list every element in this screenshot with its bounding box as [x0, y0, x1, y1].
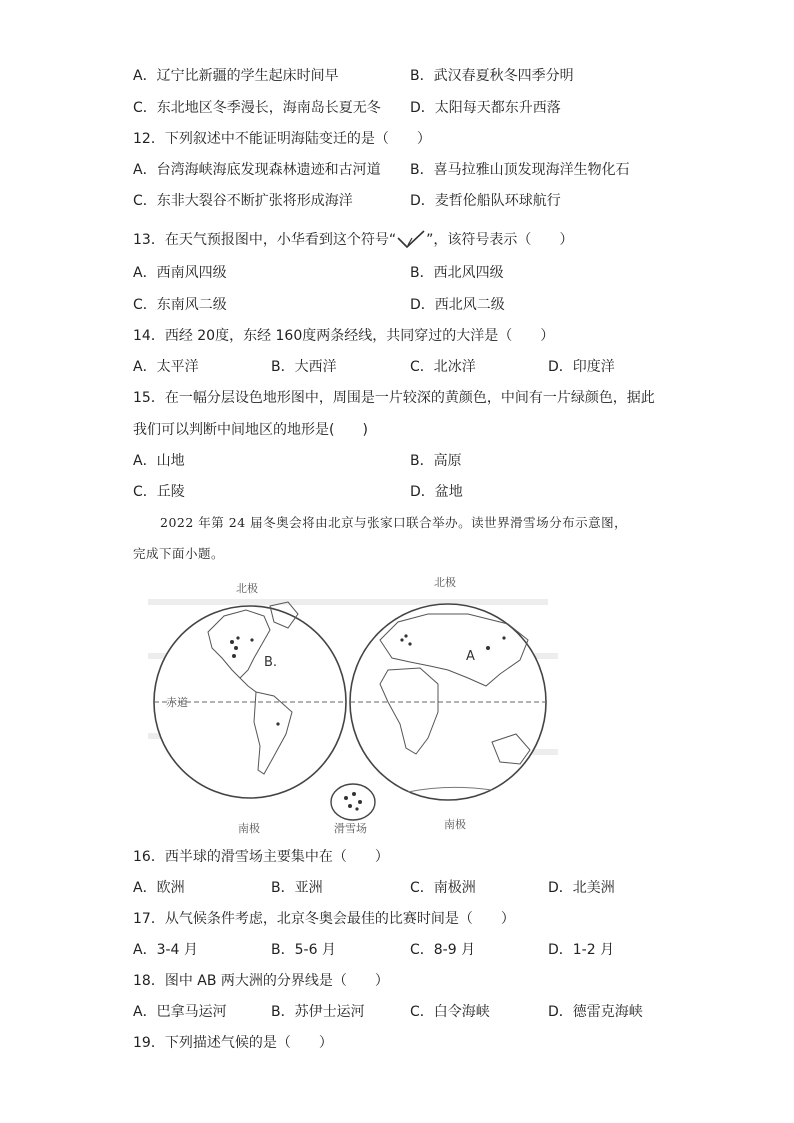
q13-stem-after: ”，该符号表示（ ）: [426, 232, 574, 248]
q11-option-d: D．太阳每天都东升西落: [410, 100, 561, 116]
q14-option-c: C．北冰洋: [410, 359, 476, 375]
q11-option-b: B．武汉春夏秋冬四季分明: [410, 68, 574, 84]
wind-barb-icon: [396, 228, 426, 250]
q14-option-d: D．印度洋: [548, 359, 615, 375]
q14-option-b: B．大西洋: [271, 359, 337, 375]
q13-option-b: B．西北风四级: [410, 265, 504, 281]
q15-option-d: D．盆地: [410, 484, 463, 500]
q18-option-b: B．苏伊士运河: [271, 1004, 365, 1020]
q14-option-a: A．太平洋: [133, 359, 199, 375]
q15-option-b: B．高原: [410, 453, 462, 469]
q17-option-d: D．1-2 月: [548, 942, 615, 958]
q18-stem: 18．图中 AB 两大洲的分界线是（ ）: [133, 973, 389, 989]
q12-option-a: A．台湾海峡海底发现森林遗迹和古河道: [133, 162, 381, 178]
q15-option-a: A．山地: [133, 453, 185, 469]
south-pole-label-east: 南极: [444, 818, 466, 831]
passage-line2: 完成下面小题。: [133, 546, 225, 561]
q17-stem: 17．从气候条件考虑，北京冬奥会最佳的比赛时间是（ ）: [133, 911, 515, 927]
q12-option-c: C．东非大裂谷不断扩张将形成海洋: [133, 193, 353, 209]
q16-option-c: C．南极洲: [410, 880, 476, 896]
q12-option-b: B．喜马拉雅山顶发现海洋生物化石: [410, 162, 630, 178]
q15-stem-line1: 15．在一幅分层设色地形图中，周围是一片较深的黄颜色，中间有一片绿颜色，据此: [133, 390, 655, 406]
q18-option-c: C．白令海峡: [410, 1004, 490, 1020]
q11-option-c: C．东北地区冬季漫长，海南岛长夏无冬: [133, 100, 381, 116]
q13-option-a: A．西南风四级: [133, 265, 227, 281]
south-pole-label-west: 南极: [238, 822, 260, 835]
legend-label: 滑雪场: [334, 822, 367, 835]
north-pole-label-west: 北极: [236, 582, 258, 595]
q18-option-d: D．德雷克海峡: [548, 1004, 643, 1020]
q16-option-a: A．欧洲: [133, 880, 185, 896]
continent-label-a: A: [466, 649, 475, 664]
q13-stem-before: 13．在天气预报图中，小华看到这个符号“: [133, 232, 397, 248]
q15-option-c: C．丘陵: [133, 484, 185, 500]
q12-option-d: D．麦哲伦船队环球航行: [410, 193, 561, 209]
q16-option-b: B．亚洲: [271, 880, 323, 896]
q19-stem: 19．下列描述气候的是（ ）: [133, 1035, 333, 1051]
q16-option-d: D．北美洲: [548, 880, 615, 896]
q17-option-b: B．5-6 月: [271, 942, 336, 958]
q18-option-a: A．巴拿马运河: [133, 1004, 227, 1020]
q13-option-d: D．西北风二级: [410, 297, 505, 313]
q13-stem: [133, 228, 573, 250]
q15-stem-line2: 我们可以判断中间地区的地形是( ): [133, 422, 368, 438]
q11-option-a: A．辽宁比新疆的学生起床时间早: [133, 68, 339, 84]
q17-option-a: A．3-4 月: [133, 942, 198, 958]
ski-resort-legend: [331, 784, 375, 820]
eastern-hemisphere: [350, 604, 546, 800]
world-ski-resort-map: [148, 574, 558, 839]
q14-stem: 14．西经 20度，东经 160度两条经线，共同穿过的大洋是（ ）: [133, 328, 555, 344]
q16-stem: 16．西半球的滑雪场主要集中在（ ）: [133, 849, 389, 865]
q17-option-c: C．8-9 月: [410, 942, 476, 958]
passage-line1: 2022 年第 24 届冬奥会将由北京与张家口联合举办。读世界滑雪场分布示意图，: [160, 515, 628, 530]
q12-stem: 12．下列叙述中不能证明海陆变迁的是（ ）: [133, 131, 431, 147]
north-pole-label-east: 北极: [434, 576, 456, 589]
equator-label: 赤道: [166, 696, 188, 709]
continent-label-b: B.: [264, 655, 278, 670]
q13-option-c: C．东南风二级: [133, 297, 227, 313]
